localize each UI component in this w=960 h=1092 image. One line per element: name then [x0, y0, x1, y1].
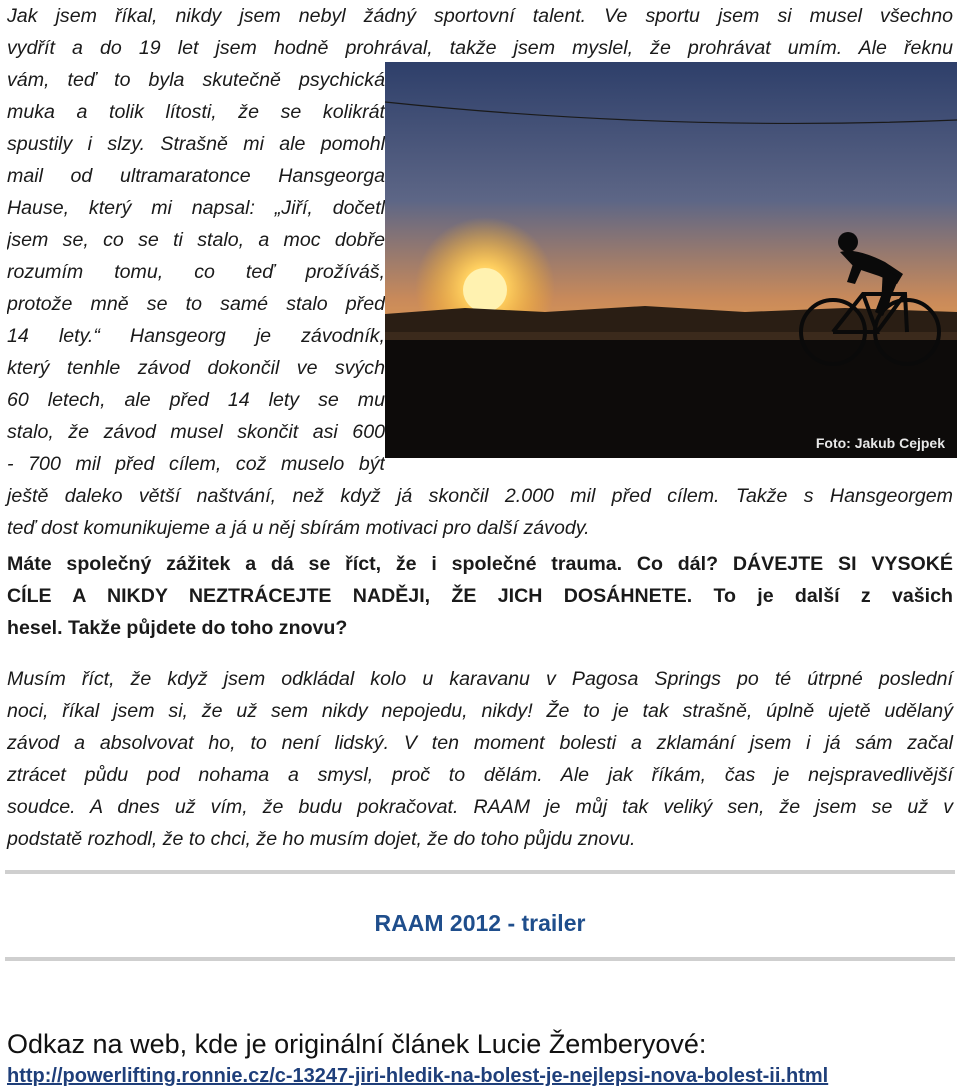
text-line: muka a tolik lítosti, že se kolikrát: [7, 101, 385, 123]
text-line: rozumím tomu, co teď prožíváš,: [7, 261, 385, 283]
text-line: stalo, že závod musel skončit asi 600: [7, 421, 385, 443]
question-line: CÍLE A NIKDY NEZTRÁCEJTE NADĚJI, ŽE JICH DOSÁHNETE. To je další z vašich: [7, 585, 953, 607]
text-line: spustily i slzy. Strašně mi ale pomohl: [7, 133, 385, 155]
answer-line: závod a absolvovat ho, to není lidský. V ten moment bolesti a zklamání jsem i já sám začal: [7, 732, 953, 754]
text-line: 14 lety.“ Hansgeorg je závodník,: [7, 325, 385, 347]
answer-line: podstatě rozhodl, že to chci, že ho musím dojet, že do toho půjdu znovu.: [7, 828, 636, 850]
text-line: Hause, který mi napsal: „Jiří, dočetl: [7, 197, 385, 219]
text-line: mail od ultramaratonce Hansgeorga: [7, 165, 385, 187]
question-line: Máte společný zážitek a dá se říct, že i společné trauma. Co dál? DÁVEJTE SI VYSOKÉ: [7, 553, 953, 575]
photo-credit: Foto: Jakub Cejpek: [815, 435, 945, 451]
source-link-heading: Odkaz na web, kde je originální článek Lucie Žemberyové:: [7, 1029, 707, 1059]
text-line: protože mně se to samé stalo před: [7, 293, 385, 315]
text-line: - 700 mil před cílem, což muselo být: [7, 453, 385, 475]
text-line: vydřít a do 19 let jsem hodně prohrával, takže jsem myslel, že prohrávat umím. Ale řeknu: [7, 37, 953, 59]
answer-line: noci, říkal jsem si, že už sem nikdy nepojedu, nikdy! Že to je tak strašně, úplně ujetě udělaný: [7, 700, 953, 722]
answer-line: ztrácet půdu pod nohama a smysl, proč to dělám. Ale jak říkám, čas je nejspravedlivější: [7, 764, 953, 786]
cyclist-sunset-photo: [385, 62, 957, 458]
text-line: ještě daleko větší naštvání, než když já skončil 2.000 mil před cílem. Takže s Hansgeorgem: [7, 485, 953, 507]
text-line: teď dost komunikujeme a já u něj sbírám motivaci pro další závody.: [7, 517, 590, 539]
text-line: 60 letech, ale před 14 lety se mu: [7, 389, 385, 411]
text-line: který tenhle závod dokončil ve svých: [7, 357, 385, 379]
divider: [5, 957, 955, 961]
divider: [5, 870, 955, 874]
trailer-heading[interactable]: RAAM 2012 - trailer: [374, 910, 586, 936]
photo-illustration: [385, 62, 957, 458]
answer-line: soudce. A dnes už vím, že budu pokračovat. RAAM je můj tak veliký sen, že jsem se už v: [7, 796, 953, 818]
text-line: Jak jsem říkal, nikdy jsem nebyl žádný sportovní talent. Ve sportu jsem si musel všechno: [7, 5, 953, 27]
source-article-link[interactable]: http://powerlifting.ronnie.cz/c-13247-jiri-hledik-na-bolest-je-nejlepsi-nova-bolest-ii.html: [7, 1065, 829, 1087]
text-line: jsem se, co se ti stalo, a moc dobře: [7, 229, 385, 251]
text-line: vám, teď to byla skutečně psychická: [7, 69, 385, 91]
question-line: hesel. Takže půjdete do toho znovu?: [7, 617, 348, 639]
answer-line: Musím říct, že když jsem odkládal kolo u karavanu v Pagosa Springs po té útrpné poslední: [7, 668, 953, 690]
